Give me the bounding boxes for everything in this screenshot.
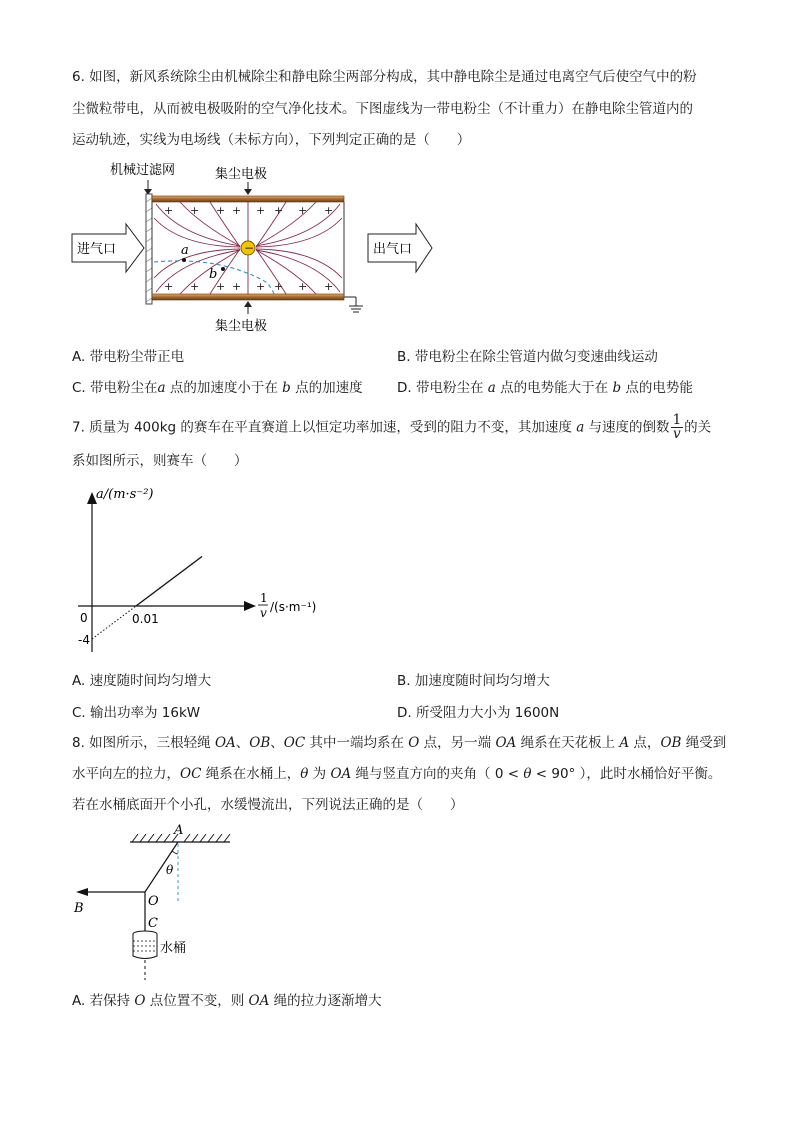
label-o: O: [148, 894, 159, 909]
plus-sign: +: [232, 280, 242, 293]
q8-line-3: 若在水桶底面开个小孔，水缓慢流出，下列说法正确的是（ ）: [72, 797, 464, 813]
point-b-dot: [221, 267, 225, 271]
point-b-label: b: [209, 267, 218, 282]
dotted-extension-line: [92, 606, 136, 639]
plus-sign: +: [256, 280, 266, 293]
plus-sign: +: [164, 280, 174, 293]
label-b: B: [74, 901, 84, 916]
plus-sign: +: [232, 204, 242, 217]
plus-sign: +: [190, 280, 200, 293]
acceleration-line: [136, 557, 202, 607]
q7-graph: [70, 484, 340, 659]
svg-text:1: 1: [260, 591, 268, 605]
bottom-electrode: [152, 294, 344, 300]
q7-line-1: 7. 质量为 400kg 的赛车在平直赛道上以恒定功率加速，受到的阻力不变，其加速度 a 与速度的倒数 $\frac{1}{v}$ 的关: [72, 412, 712, 442]
label-c: C: [148, 916, 158, 931]
plus-sign: +: [274, 204, 284, 217]
y-axis-label: a/(m·s⁻²): [96, 487, 154, 502]
svg-text:/(s·m⁻¹): /(s·m⁻¹): [270, 600, 317, 614]
plus-sign: +: [298, 204, 308, 217]
label-a: A: [174, 823, 184, 838]
x-tick-label: 0.01: [132, 612, 159, 626]
filter-net: [146, 194, 152, 304]
q6-option-b: B. 带电粉尘在除尘管道内做匀变速曲线运动: [397, 349, 658, 365]
q8-line-2: 水平向左的拉力，OC 绳系在水桶上，θ 为 OA 绳与竖直方向的夹角（ 0 < θ < 90° ），此时水桶恰好平衡。: [72, 766, 722, 782]
center-charge-sign: −: [244, 241, 255, 255]
point-a-label: a: [181, 243, 189, 258]
plus-sign: +: [324, 280, 334, 293]
q7-option-c: C. 输出功率为 16kW: [72, 705, 201, 721]
origin-label: 0: [80, 611, 88, 625]
q7-option-d: D. 所受阻力大小为 1600N: [397, 705, 560, 721]
q8-line-1: 8. 如图所示，三根轻绳 OA、OB、OC 其中一端均系在 O 点，另一端 OA 绳系在天花板上 A 点，OB 绳受到: [72, 735, 727, 751]
filter-label: 机械过滤网: [110, 163, 176, 178]
q6-line-3: 运动轨迹，实线为电场线（未标方向），下列判定正确的是（ ）: [72, 132, 471, 148]
water-bucket: [133, 931, 157, 959]
outlet-label: 出气口: [373, 242, 413, 257]
q7-option-a: A. 速度随时间均匀增大: [72, 673, 212, 689]
q8-option-a: A. 若保持 O 点位置不变，则 OA 绳的拉力逐渐增大: [72, 993, 382, 1009]
plus-sign: +: [216, 280, 226, 293]
q6-option-c: C. 带电粉尘在a 点的加速度小于在 b 点的加速度: [72, 380, 363, 396]
plus-sign: +: [298, 280, 308, 293]
plus-sign: +: [256, 204, 266, 217]
plus-sign: +: [216, 204, 226, 217]
q6-line-1: 6. 如图，新风系统除尘由机械除尘和静电除尘两部分构成，其中静电除尘是通过电离空气后使空气中的粉: [72, 69, 697, 85]
q6-electrostatic-figure: [70, 158, 450, 338]
inverse-v-fraction: $\frac{1}{v}$: [672, 412, 682, 442]
y-intercept-label: -4: [78, 633, 90, 647]
q7-line-2: 系如图所示，则赛车（ ）: [72, 453, 248, 469]
plus-sign: +: [324, 204, 334, 217]
plus-sign: +: [164, 204, 174, 217]
q6-option-a: A. 带电粉尘带正电: [72, 349, 185, 365]
inlet-label: 进气口: [77, 242, 117, 257]
x-axis-label: [258, 591, 316, 620]
top-electrode-label: 集尘电极: [215, 167, 268, 182]
q6-option-d: D. 带电粉尘在 a 点的电势能大于在 b 点的电势能: [397, 380, 693, 396]
q8-rope-figure: [70, 820, 250, 985]
plus-sign: +: [274, 280, 284, 293]
bottom-electrode-label: 集尘电极: [215, 319, 268, 334]
point-a-dot: [182, 258, 186, 262]
q6-line-2: 尘微粒带电，从而被电极吸附的空气净化技术。下图虚线为一带电粉尘（不计重力）在静电除尘管道内的: [72, 101, 693, 117]
bucket-label: 水桶: [160, 941, 187, 956]
plus-sign: +: [190, 204, 200, 217]
svg-text:v: v: [260, 606, 267, 620]
ground-symbol: [344, 297, 363, 312]
top-electrode: [152, 196, 344, 202]
q7-option-b: B. 加速度随时间均匀增大: [397, 673, 550, 689]
theta-label: θ: [166, 863, 174, 877]
